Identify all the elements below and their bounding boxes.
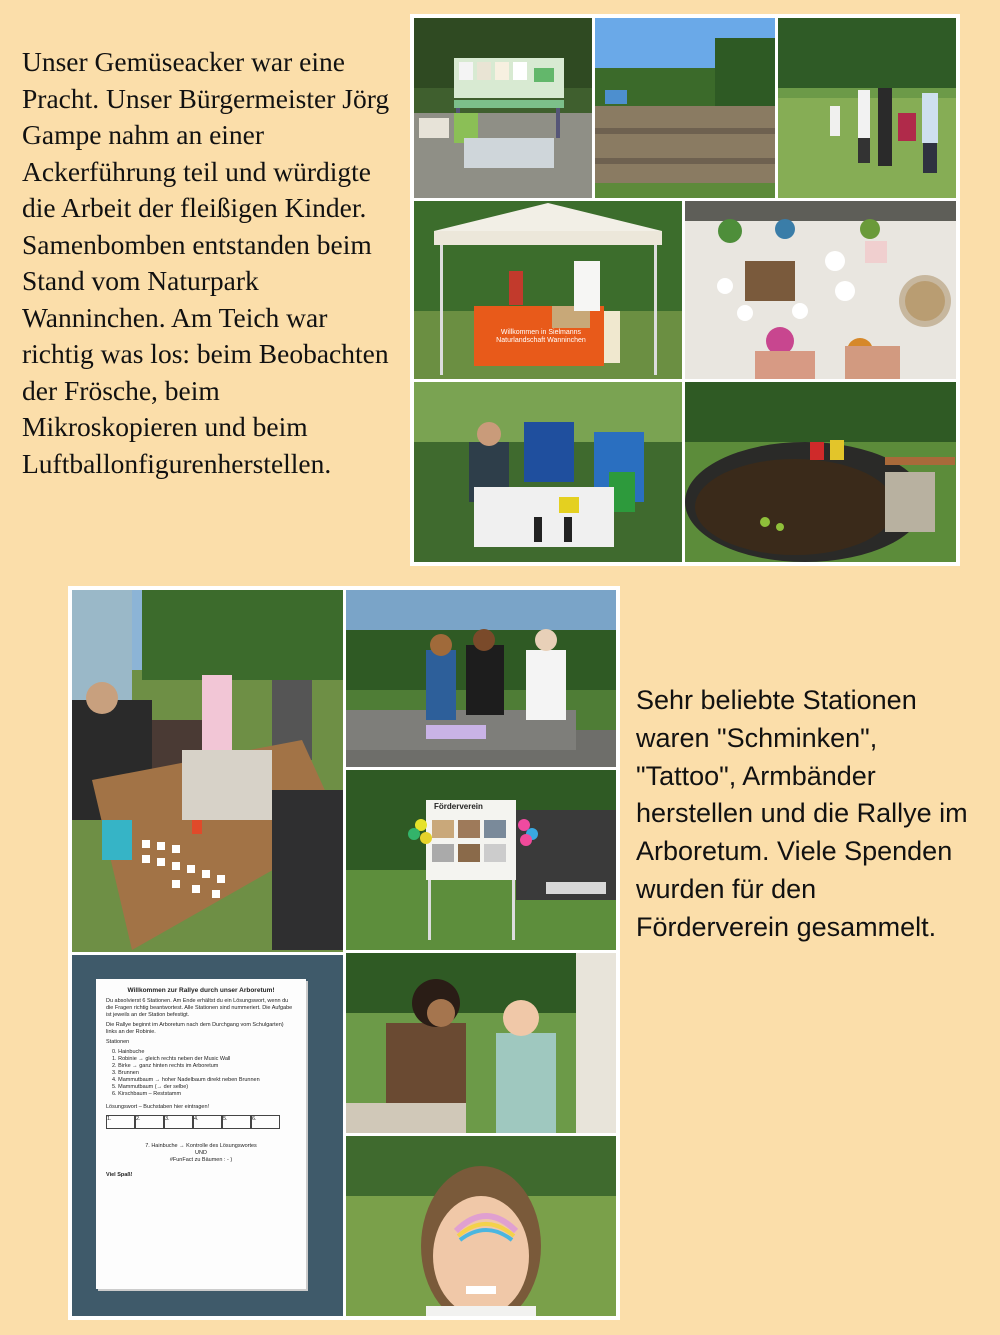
photo-face-painting — [346, 953, 616, 1133]
photo-collage-stations — [68, 586, 620, 1320]
solution-box: 5. — [222, 1115, 251, 1129]
solution-box: 4. — [193, 1115, 222, 1129]
solution-boxes — [106, 1115, 296, 1129]
stations-list — [112, 1049, 296, 1098]
rallye-intro-2: Die Rallye beginnt im Arboretum nach dem Durchgang vom Schulgarten) links an der Robinie. — [106, 1022, 284, 1035]
station-item: 5. Mammutbaum (→ der selbe) — [112, 1084, 189, 1090]
photo-bracelet-station — [346, 590, 616, 767]
solution-box: 3. — [164, 1115, 193, 1129]
photo-info-table — [414, 18, 592, 198]
closing-text: Viel Spaß! — [106, 1172, 133, 1178]
station-item: 2. Birke → ganz hinten rechts im Arboretum — [112, 1063, 219, 1069]
rallye-intro: Du absolvierst 6 Stationen. Am Ende erhältst du ein Lösungswort, wenn du die Fragen richtig beantwortest. Alle Stationen sind nummeriert. Die Aufgabe ist jeweils an der Station befestigt. — [106, 998, 293, 1018]
photo-seed-bombs-table — [685, 201, 956, 379]
photo-collage-garden — [410, 14, 960, 566]
station-item: 6. Kirschbaum – Reststamm — [112, 1091, 182, 1097]
solution-box: 1. — [106, 1115, 135, 1129]
photo-vegetable-field — [595, 18, 775, 198]
tent-banner-text: Willkommen in Sielmanns Naturlandschaft Wanninchen — [496, 329, 586, 344]
station-item: 0. Hainbuche — [112, 1049, 145, 1055]
station-item: 4. Mammutbaum → hoher Nadelbaum direkt neben Brunnen — [112, 1077, 260, 1083]
photo-painted-face — [346, 1136, 616, 1316]
photo-foerderverein-board — [346, 770, 616, 950]
solution-label: Lösungswort – Buchstaben hier eintragen! — [106, 1104, 210, 1110]
photo-naturpark-tent — [414, 201, 682, 379]
stations-heading: Stationen — [106, 1039, 130, 1045]
rallye-title: Willkommen zur Rallye durch unser Arboretum! — [127, 987, 275, 994]
stations-paragraph: Sehr beliebte Stationen waren "Schminken", "Tattoo", Armbänder herstellen und die Rallye im Arboretum. Viele Spenden wurden für den Förderverein gesammelt. — [636, 685, 968, 942]
station-item: 3. Brunnen — [112, 1070, 139, 1076]
board-title: Förderverein — [434, 802, 483, 811]
photo-tattoo-table — [72, 590, 343, 952]
rallye-sheet — [96, 979, 306, 1289]
final-line-1: 7. Hainbuche → Kontrolle des Lösungswortes — [145, 1143, 257, 1149]
final-line-2: UND — [195, 1150, 207, 1156]
station-item: 1. Robinie → gleich rechts neben der Music Wall — [112, 1056, 231, 1062]
photo-microscopes — [414, 382, 682, 562]
photo-mayor-visit — [778, 18, 956, 198]
solution-box: 6. — [251, 1115, 280, 1129]
final-line-3: #FunFact zu Bäumen : - ) — [169, 1157, 233, 1163]
photo-pond — [685, 382, 956, 562]
rallye-sheet-photo — [72, 955, 343, 1316]
intro-paragraph-garden: Unser Gemüseacker war eine Pracht. Unser Bürgermeister Jörg Gampe nahm an einer Ackerführung teil und würdigte die Arbeit der fleißigen Kinder. Samenbomben entstanden beim Stand vom Naturpark Wanninchen. Am Teich war richtig was los: beim Beobachten der Frösche, beim Mikroskopieren und beim Luftballonfigurenherstellen. — [22, 46, 390, 479]
solution-box: 2. — [135, 1115, 164, 1129]
